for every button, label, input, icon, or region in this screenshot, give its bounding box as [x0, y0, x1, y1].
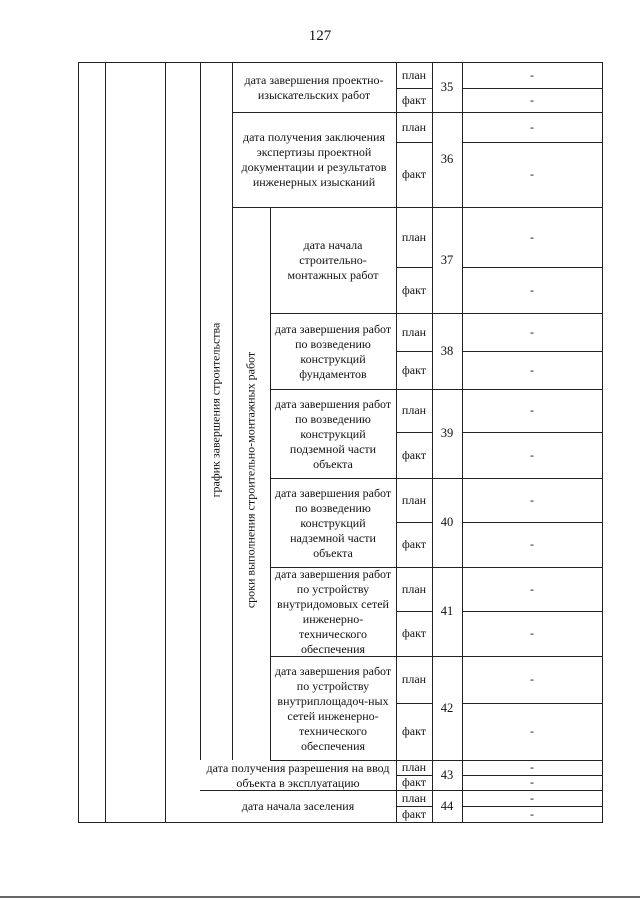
- fact-value: -: [530, 282, 534, 297]
- fact-value: -: [530, 167, 534, 181]
- fact-value: -: [530, 447, 534, 462]
- plan-value: -: [530, 119, 534, 134]
- plan-label: план: [401, 790, 427, 805]
- row-label: дата завершения работ по возведению конструкций фундаментов: [274, 321, 392, 381]
- page-number: 127: [308, 28, 332, 44]
- plan-label: план: [401, 581, 427, 596]
- plan-value: -: [530, 760, 534, 774]
- row-label: дата завершения проектно-изыскательских работ: [244, 72, 384, 102]
- fact-value: -: [530, 537, 534, 551]
- fact-value: -: [530, 775, 534, 789]
- plan-label: план: [401, 492, 427, 507]
- table-left-border: [78, 62, 79, 822]
- column-divider: [105, 62, 106, 822]
- group-label-schedule: график завершения строительства: [208, 322, 223, 498]
- plan-label: план: [401, 229, 427, 244]
- row-number: 40: [440, 515, 454, 529]
- fact-label: факт: [401, 167, 427, 181]
- plan-label: план: [401, 67, 427, 82]
- row-label: дата получения заключения экспертизы проектной документации и результатов инженерных изысканий: [241, 130, 387, 189]
- plan-label: план: [401, 672, 427, 686]
- row-number: 35: [440, 79, 454, 94]
- row-number: 38: [440, 343, 454, 358]
- fact-label: факт: [401, 92, 427, 107]
- row-number: 44: [440, 798, 454, 813]
- fact-value: -: [530, 806, 534, 821]
- fact-label: факт: [401, 806, 427, 821]
- row-number: 42: [440, 700, 454, 715]
- row-number: 41: [440, 604, 454, 618]
- fact-label: факт: [401, 362, 427, 377]
- fact-label: факт: [401, 626, 427, 640]
- label-column-divider: [232, 62, 233, 207]
- plan-label: план: [401, 403, 427, 417]
- plan-value: -: [530, 790, 534, 805]
- row-label: дата начала строительно-монтажных работ: [287, 238, 379, 282]
- row-label: дата завершения работ по устройству внутридомовых сетей инженерно-технического обеспечения: [274, 567, 392, 656]
- fact-value: -: [530, 92, 534, 107]
- plan-value: -: [530, 67, 534, 82]
- plan-label: план: [401, 119, 427, 134]
- bottom-rule: [0, 896, 640, 898]
- row-number: 36: [440, 152, 454, 166]
- row-border: [200, 822, 603, 823]
- fact-value: -: [530, 626, 534, 640]
- row-label: дата завершения работ по устройству внутриплощадоч-ных сетей инженерно-технического обеспечения: [274, 663, 392, 753]
- row-label: дата завершения работ по возведению конструкций подземной части объекта: [274, 396, 392, 471]
- plan-value: -: [530, 672, 534, 686]
- plan-value: -: [530, 229, 534, 244]
- row-number: 39: [440, 426, 454, 440]
- plan-label: план: [401, 760, 427, 774]
- fact-value: -: [530, 724, 534, 738]
- plan-value: -: [530, 581, 534, 596]
- fact-label: факт: [401, 447, 427, 462]
- row-label: дата получения разрешения на ввод объекта в эксплуатацию: [206, 760, 390, 790]
- label-column-divider: [270, 207, 271, 760]
- fact-label: факт: [401, 775, 427, 789]
- row-number: 43: [440, 767, 454, 782]
- group-label-construction-terms: сроки выполнения строительно-монтажных работ: [243, 351, 258, 609]
- group-divider-construction: [232, 207, 233, 760]
- fact-label: факт: [401, 282, 427, 297]
- plan-label: план: [401, 324, 427, 339]
- plan-value: -: [530, 492, 534, 507]
- row-label: дата начала заселения: [241, 799, 355, 813]
- plan-value: -: [530, 324, 534, 339]
- plan-value: -: [530, 403, 534, 417]
- fact-label: факт: [401, 537, 427, 551]
- column-divider: [165, 62, 166, 822]
- group-divider-schedule: [200, 62, 201, 760]
- fact-value: -: [530, 362, 534, 377]
- fact-label: факт: [401, 724, 427, 738]
- table-right-border: [602, 62, 603, 822]
- row-number: 37: [440, 252, 454, 267]
- row-label: дата завершения работ по возведению конструкций надземной части объекта: [274, 485, 392, 560]
